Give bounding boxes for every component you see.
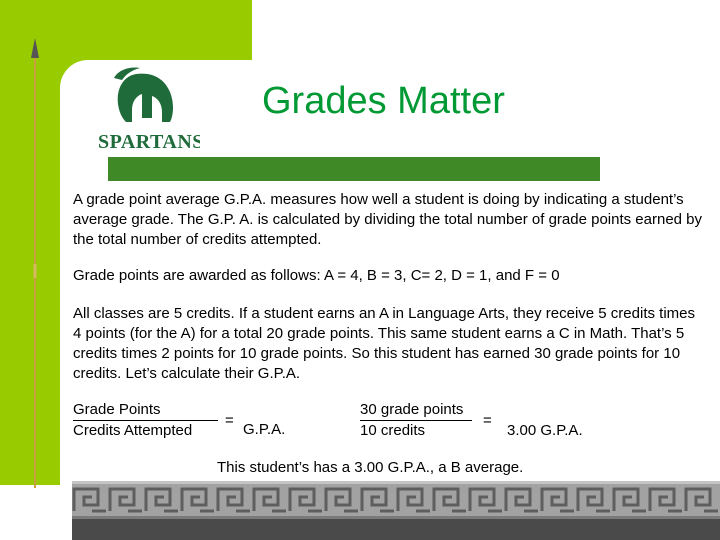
spear-decoration-icon <box>30 38 40 488</box>
spartan-helmet-icon <box>96 66 200 156</box>
formula-general-denominator: Credits Attempted <box>73 422 193 439</box>
formula-general-result: G.P.A. <box>243 421 286 438</box>
formula-example-numerator: 30 grade points <box>360 400 472 421</box>
formula-general-equals: = <box>225 412 234 429</box>
title-underline-bar <box>108 157 600 181</box>
formula-example-equals: = <box>483 412 492 429</box>
conclusion-text: This student’s has a 3.00 G.P.A., a B average. <box>217 459 524 476</box>
formula-example <box>360 400 472 441</box>
formula-example-result: 3.00 G.P.A. <box>507 422 583 439</box>
logo-text: SPARTANS <box>98 131 200 153</box>
paragraph-grade-points: Grade points are awarded as follows: A = 4, B = 3, C= 2, D = 1, and F = 0 <box>73 267 560 284</box>
formula-example-denominator: 10 credits <box>360 422 426 439</box>
formula-general-numerator: Grade Points <box>73 400 218 421</box>
footer-shadow <box>72 519 720 540</box>
greek-key-border <box>72 481 720 519</box>
slide-title: Grades Matter <box>262 80 505 122</box>
paragraph-example: All classes are 5 credits. If a student earns an A in Language Arts, they receive 5 credits times 4 points (for the A) for a total 20 grade points. This same student earns a C in Math. That’s 5 credits times 2 points for 10 grade points. So this student has earned 30 grade points for 10 credits. Let’s calculate their G.P.A. <box>73 305 695 382</box>
spartans-logo <box>96 66 200 156</box>
formula-general <box>73 400 218 441</box>
paragraph-gpa-definition: A grade point average G.P.A. measures how well a student is doing by indicating a student’s average grade. The G.P. A. is calculated by dividing the total number of grade points earned by the total number of credits attempted. <box>73 191 703 248</box>
